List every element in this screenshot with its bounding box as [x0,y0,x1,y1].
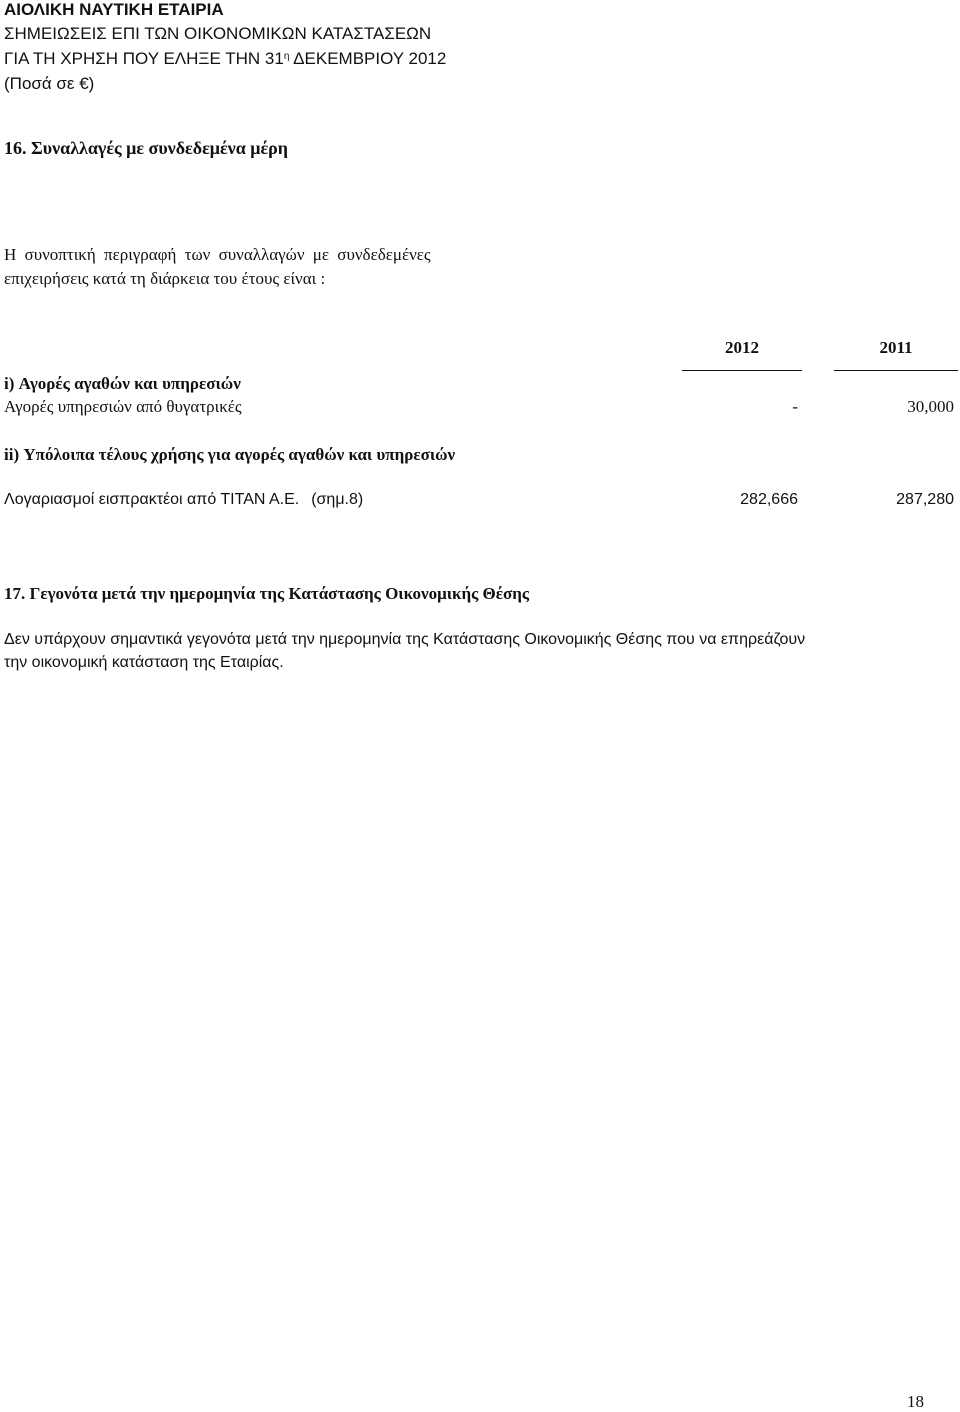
period-pre: ΓΙΑ ΤΗ ΧΡΗΣΗ ΠΟΥ ΕΛΗΞΕ ΤΗΝ 31 [4,49,284,68]
section-ii-value-2012: 282,666 [740,491,798,508]
period-sup: η [283,51,290,62]
company-name: ΑΙΟΛΙΚΗ ΝΑΥΤΙΚΗ ΕΤΑΙΡΙΑ [4,0,224,19]
currency-note: (Ποσά σε €) [4,74,95,93]
period-line [4,49,446,69]
section-i-row-label: Αγορές υπηρεσιών από θυγατρικές [4,397,242,416]
section-ii-row-label: Λογαριασμοί εισπρακτέοι από ΤΙΤΑΝ Α.Ε. [4,491,300,508]
column-rule-2012 [682,370,802,371]
note-16-intro-line-1: Η συνοπτική περιγραφή των συναλλαγών με συνδεδεμένες [4,245,431,264]
column-header-2012: 2012 [725,338,759,357]
column-header-2011: 2011 [879,338,913,357]
note-17-heading: 17. Γεγονότα μετά την ημερομηνία της Κατάστασης Οικονομικής Θέσης [4,584,530,603]
section-i-value-2012: - [792,397,798,416]
document-title: ΣΗΜΕΙΩΣΕΙΣ ΕΠΙ ΤΩΝ ΟΙΚΟΝΟΜΙΚΩΝ ΚΑΤΑΣΤΑΣΕΩΝ [4,24,432,43]
period-post: ΔΕΚΕΜΒΡΙΟΥ 2012 [289,49,447,68]
section-ii-row-label-line [4,491,363,509]
section-ii-title: ii) Υπόλοιπα τέλους χρήσης για αγορές αγαθών και υπηρεσιών [4,445,456,464]
section-ii-row-note: (σημ.8) [311,491,364,508]
section-i-value-2011: 30,000 [907,397,954,416]
note-17-body-line-1: Δεν υπάρχουν σημαντικά γεγονότα μετά την ημερομηνία της Κατάστασης Οικονομικής Θέσης που να επηρεάζουν [4,631,806,648]
note-17-body-line-2: την οικονομική κατάσταση της Εταιρίας. [4,654,284,671]
page-number: 18 [907,1392,924,1411]
column-rule-2011 [834,370,958,371]
note-16-heading: 16. Συναλλαγές με συνδεδεμένα μέρη [4,138,289,158]
section-i-title: i) Αγορές αγαθών και υπηρεσιών [4,374,241,393]
note-16-intro-line-2: επιχειρήσεις κατά τη διάρκεια του έτους είναι : [4,269,326,288]
section-ii-value-2011: 287,280 [896,491,954,508]
